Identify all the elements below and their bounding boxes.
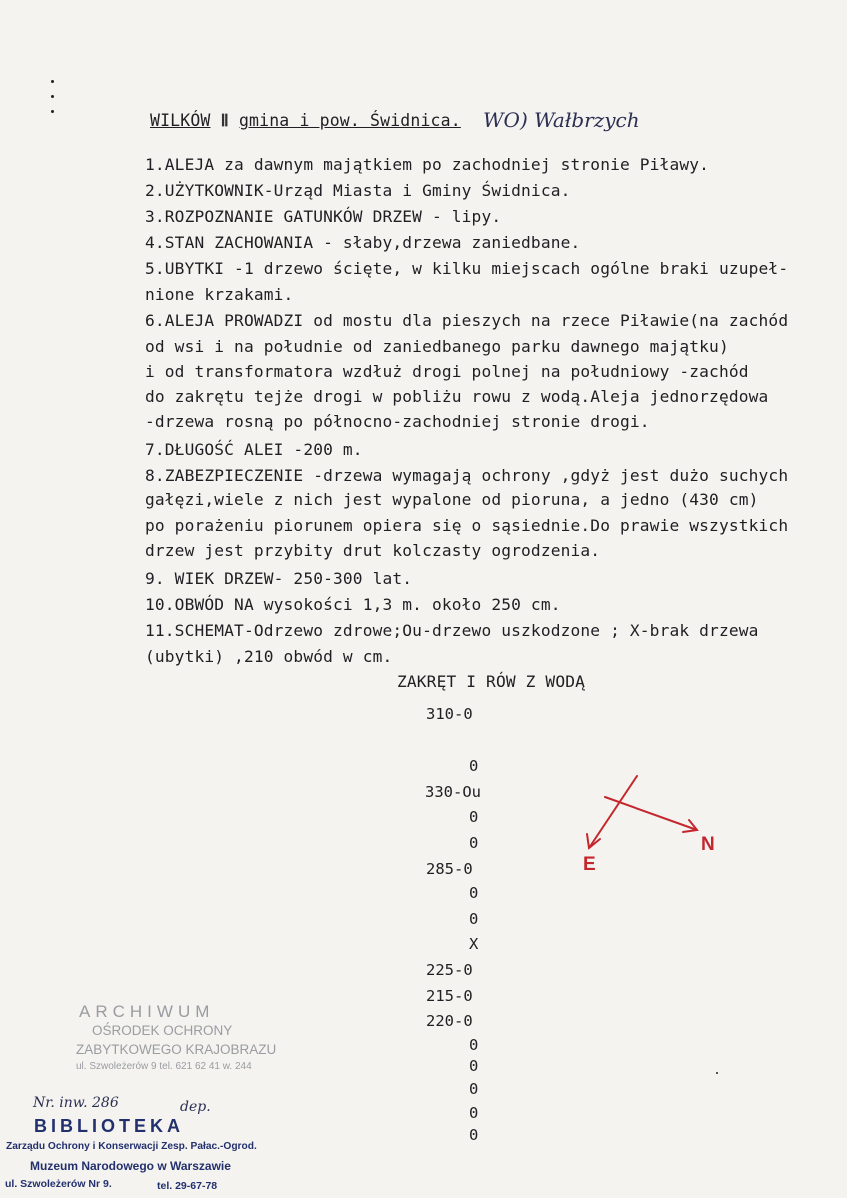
compass-label-n: N	[701, 834, 715, 855]
text-line: (ubytki) ,210 obwód w cm.	[145, 647, 393, 666]
schema-item: 0	[469, 910, 479, 928]
text-line: 11.SCHEMAT-Odrzewo zdrowe;Ou-drzewo uszkodzone ; X-brak drzewa	[145, 621, 759, 640]
text-line: -drzewa rosną po północno-zachodniej stronie drogi.	[145, 412, 650, 431]
library-stamp-title: BIBLIOTEKA	[34, 1116, 184, 1136]
schema-item: 0	[469, 1036, 479, 1054]
text-line: 4.STAN ZACHOWANIA - słaby,drzewa zaniedbane.	[145, 233, 581, 252]
schema-item: 220-0	[426, 1012, 473, 1030]
schema-item: 0	[469, 834, 479, 852]
archive-stamp-line: ul. Szwoleżerów 9 tel. 621 62 41 w. 244	[76, 1061, 252, 1072]
schema-item: 0	[469, 884, 479, 902]
text-line: 5.UBYTKI -1 drzewo ścięte, w kilku miejscach ogólne braki uzupeł-	[145, 259, 789, 278]
punch-mark	[51, 80, 54, 83]
compass-arrow-n	[605, 797, 697, 830]
text-line: po porażeniu piorunem opiera się o sąsiednie.Do prawie wszystkich	[145, 516, 789, 535]
heading-strike-mark: Ⅱ	[210, 111, 239, 130]
archive-stamp-line: ZABYTKOWEGO KRAJOBRAZU	[76, 1042, 277, 1057]
library-stamp-line: tel. 29-67-78	[157, 1180, 218, 1192]
handwritten-voivodeship: WO) Wałbrzych	[483, 108, 640, 132]
ink-speck	[716, 1072, 718, 1074]
schema-item: 0	[469, 808, 479, 826]
text-line: 6.ALEJA PROWADZI od mostu dla pieszych na rzece Piławie(na zachód	[145, 311, 789, 330]
inventory-number: Nr. inw. 286	[33, 1095, 119, 1111]
schema-item: 215-0	[426, 987, 473, 1005]
schema-item: 0	[469, 1104, 479, 1122]
text-line: 7.DŁUGOŚĆ ALEI -200 m.	[145, 440, 363, 459]
text-line: nione krzakami.	[145, 285, 294, 304]
schema-item: X	[469, 935, 479, 953]
text-line: 1.ALEJA za dawnym majątkiem po zachodniej stronie Piławy.	[145, 155, 710, 174]
heading	[150, 111, 461, 130]
schema-item: 330-Ou	[425, 783, 481, 801]
compass-sketch	[575, 772, 725, 882]
text-line: 9. WIEK DRZEW- 250-300 lat.	[145, 569, 413, 588]
heading-village: WILKÓW	[150, 111, 211, 130]
schema-item: 0	[469, 1057, 479, 1075]
compass-arrow-e	[589, 776, 637, 848]
schema-item: 285-0	[426, 860, 473, 878]
compass-label-e: E	[583, 854, 596, 875]
schema-item: 0	[469, 1126, 479, 1144]
text-line: 8.ZABEZPIECZENIE -drzewa wymagają ochrony ,gdyż jest dużo suchych	[145, 466, 789, 485]
text-line: i od transformatora wzdłuż drogi polnej na południowy -zachód	[145, 362, 749, 381]
schema-item: 0	[469, 1080, 479, 1098]
text-line: 10.OBWÓD NA wysokości 1,3 m. około 250 cm.	[145, 595, 561, 614]
text-line: gałęzi,wiele z nich jest wypalone od pioruna, a jedno (430 cm)	[145, 490, 759, 509]
inventory-note: dep.	[180, 1099, 211, 1115]
schema-item: 0	[469, 757, 479, 775]
punch-mark	[51, 95, 54, 98]
text-line: do zakrętu tejże drogi w pobliżu rowu z wodą.Aleja jednorzędowa	[145, 387, 769, 406]
text-line: drzew jest przybity drut kolczasty ogrodzenia.	[145, 541, 601, 560]
schema-item: 310-0	[426, 705, 473, 723]
archive-stamp-title: ARCHIWUM	[79, 1002, 215, 1021]
text-line: 3.ROZPOZNANIE GATUNKÓW DRZEW - lipy.	[145, 207, 502, 226]
schema-title: ZAKRĘT I RÓW Z WODĄ	[397, 672, 586, 691]
text-line: 2.UŻYTKOWNIK-Urząd Miasta i Gminy Świdnica.	[145, 181, 571, 200]
archive-stamp-line: OŚRODEK OCHRONY	[92, 1023, 233, 1038]
library-stamp-line: Muzeum Narodowego w Warszawie	[30, 1159, 231, 1173]
text-line: od wsi i na południe od zaniedbanego parku dawnego majątku)	[145, 337, 729, 356]
punch-mark	[51, 110, 54, 113]
library-stamp-line: Zarządu Ochrony i Konserwacji Zesp. Pałac.-Ogrod.	[6, 1141, 257, 1152]
schema-item: 225-0	[426, 961, 473, 979]
library-stamp-line: ul. Szwoleżerów Nr 9.	[5, 1178, 112, 1190]
heading-district: gmina i pow. Świdnica.	[238, 111, 461, 130]
